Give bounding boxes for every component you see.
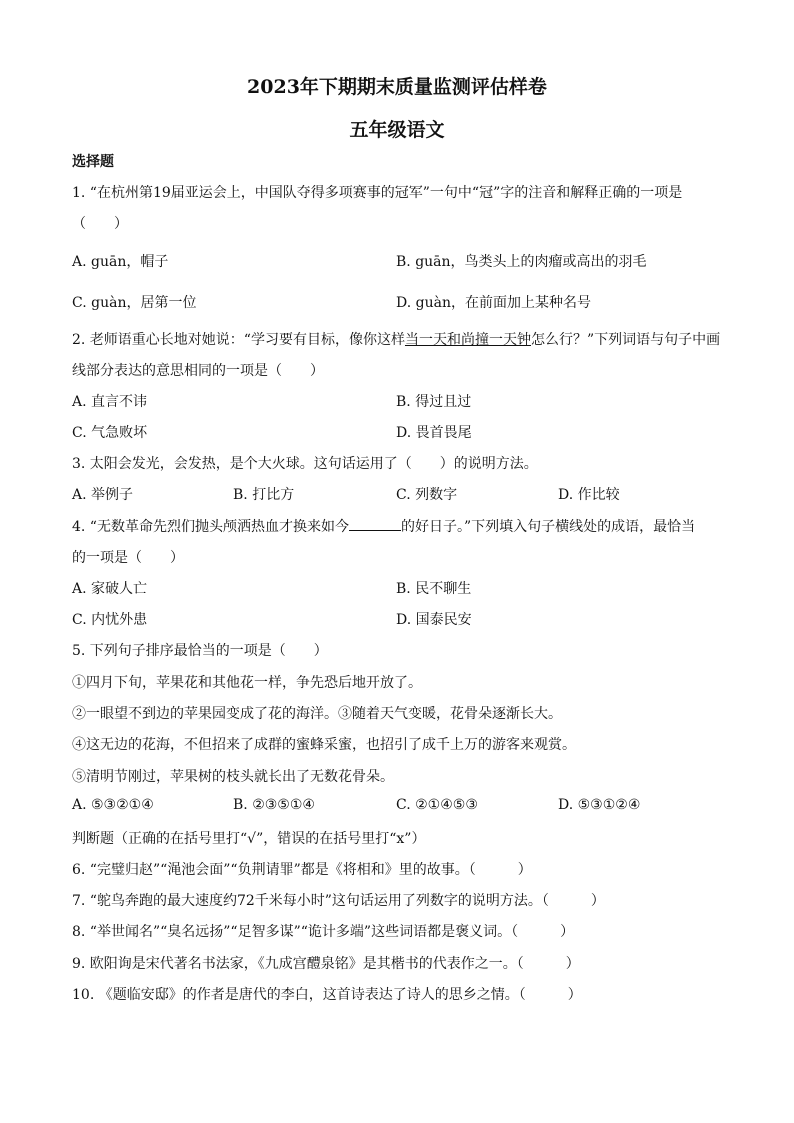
question-3-option-a: A. 举例子 xyxy=(72,487,134,503)
page-title: 2023年下期期末质量监测评估样卷 xyxy=(247,76,547,98)
question-4-stem-post: 的好日子。”下列填入句子横线处的成语，最恰当 xyxy=(400,519,696,535)
question-3-option-c: C. 列数字 xyxy=(396,487,458,503)
question-4-option-b: B. 民不聊生 xyxy=(396,581,472,597)
question-1-option-b: B. guān，鸟类头上的肉瘤或高出的羽毛 xyxy=(396,254,647,270)
question-2-stem xyxy=(72,329,720,349)
section-heading-judgement: 判断题（正确的在括号里打“√”，错误的在括号里打“x”） xyxy=(72,831,426,847)
question-4-stem-line2: 的一项是（ ） xyxy=(72,550,184,566)
question-3-option-b: B. 打比方 xyxy=(233,487,295,503)
question-5-option-a: A. ⑤③②①④ xyxy=(72,797,154,813)
question-2-underlined-phrase: 当一天和尚撞一天钟 xyxy=(404,332,531,348)
question-1-option-c: C. guàn，居第一位 xyxy=(72,295,197,311)
page-subtitle: 五年级语文 xyxy=(349,119,445,141)
question-2-option-a: A. 直言不讳 xyxy=(72,394,148,410)
question-2-stem-line2: 线部分表达的意思相同的一项是（ ） xyxy=(72,363,324,379)
question-5-option-c: C. ②①④⑤③ xyxy=(396,797,478,813)
question-1-stem: 1. “在杭州第19届亚运会上，中国队夺得多项赛事的冠军”一句中“冠”字的注音和解释正确的一项是 xyxy=(72,185,683,201)
question-2-stem-post: 怎么行？”下列词语与句子中画 xyxy=(530,332,721,348)
judge-item-6: 6. “完璧归赵”“渑池会面”“负荆请罪”都是《将相和》里的故事。（ ） xyxy=(72,862,532,878)
question-5-option-b: B. ②③⑤①④ xyxy=(233,797,315,813)
question-5-sentence-2-3: ②一眼望不到边的苹果园变成了花的海洋。③随着天气变暖，花骨朵逐渐长大。 xyxy=(72,706,562,722)
question-4-option-c: C. 内忧外患 xyxy=(72,612,148,628)
question-2-option-d: D. 畏首畏尾 xyxy=(396,425,472,441)
question-5-option-d: D. ⑤③①②④ xyxy=(558,797,641,813)
judge-item-7: 7. “鸵鸟奔跑的最大速度约72千米每小时”这句话运用了列数字的说明方法。（ ） xyxy=(72,893,605,909)
question-1-option-d: D. guàn，在前面加上某种名号 xyxy=(396,295,591,311)
judge-item-10: 10. 《题临安邸》的作者是唐代的李白，这首诗表达了诗人的思乡之情。（ ） xyxy=(72,987,582,1003)
question-4-stem xyxy=(72,516,695,536)
judge-item-8: 8. “举世闻名”“臭名远扬”“足智多谋”“诡计多端”这些词语都是褒义词。（ ） xyxy=(72,924,575,940)
question-5-sentence-4: ④这无边的花海，不但招来了成群的蜜蜂采蜜，也招引了成千上万的游客来观赏。 xyxy=(72,737,576,753)
question-5-sentence-1: ①四月下旬，苹果花和其他花一样，争先恐后地开放了。 xyxy=(72,675,422,691)
question-4-stem-pre: 4. “无数革命先烈们抛头颅洒热血才换来如今 xyxy=(72,519,349,535)
question-4-option-a: A. 家破人亡 xyxy=(72,581,148,597)
question-5-stem: 5. 下列句子排序最恰当的一项是（ ） xyxy=(72,643,328,659)
question-2-option-b: B. 得过且过 xyxy=(396,394,472,410)
question-2-option-c: C. 气急败坏 xyxy=(72,425,148,441)
question-3-stem: 3. 太阳会发光，会发热，是个大火球。这句话运用了（ ）的说明方法。 xyxy=(72,456,538,472)
section-heading-choice: 选择题 xyxy=(72,154,114,170)
question-1-paren: （ ） xyxy=(72,216,128,232)
question-4-blank xyxy=(349,517,401,531)
question-4-option-d: D. 国泰民安 xyxy=(396,612,472,628)
question-5-sentence-5: ⑤清明节刚过，苹果树的枝头就长出了无数花骨朵。 xyxy=(72,769,394,785)
judge-item-9: 9. 欧阳询是宋代著名书法家，《九成宫醴泉铭》是其楷书的代表作之一。（ ） xyxy=(72,956,580,972)
question-3-option-d: D. 作比较 xyxy=(558,487,620,503)
question-1-option-a: A. guān，帽子 xyxy=(72,254,169,270)
question-2-stem-pre: 2. 老师语重心长地对她说：“学习要有目标，像你这样 xyxy=(72,332,405,348)
